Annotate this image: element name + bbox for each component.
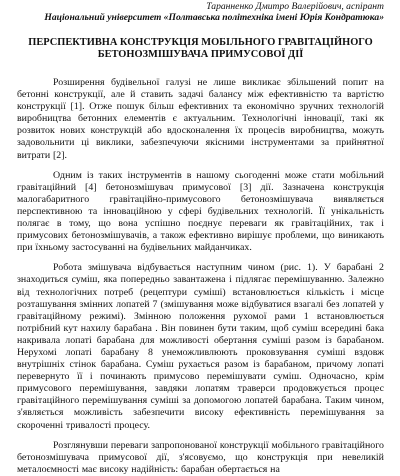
paragraph: Робота змішувача відбувається наступним чином (рис. 1). У барабані 2 знаходиться суміш, яка попередньо завантажена і підлягає перемішуванню. Залежно від технологічних потреб (рецептури суміші) встановлюється кількість і місце розташування змінних лопатей 7 (змішування може відбуватися взагалі без лопатей у гравітаційному режимі). Змінною положення рухомої рами 1 встановлюється потрібний кут нахилу барабана . Він повинен бути таким, щоб суміш всередині бака накривала лопаті барабана для можливості обертання суміші разом із барабаном. Нерухомі лопаті барабану 8 унеможливлюють проковзування суміші вздовж внутрішніх стінок барабана. Суміш рухається разом із барабаном, причому лопаті перевернуто її і починають примусово перемішувати суміш. Одночасно, крім примусового перемішування, завдяки лопатям траверси продовжується процес гравітаційного перемішування суміші за допомогою лопатей барабана. Таким чином, з'являється можливість забезпечити високу ефективність перемішування за скороченні тривалості процесу. — [17, 262, 384, 431]
author-line: Таранненко Дмитро Валерійович, аспірант — [206, 1, 384, 12]
paper-title — [17, 37, 384, 61]
paragraph: Одним із таких інструментів в нашому сьогоденні може стати мобільний гравітаційний [4] бетонозмішувач примусової [3] дії. Зазначена конструкція малогабаритного гравітаційно-примусового бетонозмішувача виявляється перспективною та інноваційною у сфері будівельних технологій. Її унікальність полягає в тому, що вона успішно поєднує переваги як гравітаційних, так і примусових бетонозмішувачів, а також ефективно вирішує проблеми, що виникають при їхньому застосуванні на будівельних майданчиках. — [17, 169, 384, 254]
title-line-1: ПЕРСПЕКТИВНА КОНСТРУКЦІЯ МОБІЛЬНОГО ГРАВІТАЦІЙНОГО — [28, 37, 373, 48]
affiliation-line: Національний університет «Полтавська політехніка імені Юрія Кондратюка» — [44, 12, 384, 23]
paragraph: Розглянувши переваги запропонованої конструкції мобільного гравітаційного бетонозмішувача примусової дії, з'ясовуємо, що конструкція при невеликій металоємності має високу надійність: барабан обертається на — [17, 439, 384, 475]
title-line-2: БЕТОНОЗМІШУВАЧА ПРИМУСОВОЇ ДІЇ — [97, 49, 304, 60]
body-text — [17, 77, 384, 476]
paragraph: Розширення будівельної галузі не лише викликає збільшений попит на бетонні конструкції, але й ставить задачі балансу між ефективністю та вартістю конструкції [1]. Отже пошук більш ефективних та економічно зручних технологій виробництва бетонних елементів є актуальним. Технологічні інновації, такі як розвиток нових конструкцій або вдосконалення їх процесів виробництва, можуть задовольнити ці виклики, забезпечуючи якісними інструментами за прийнятної витрати [2]. — [17, 77, 384, 161]
